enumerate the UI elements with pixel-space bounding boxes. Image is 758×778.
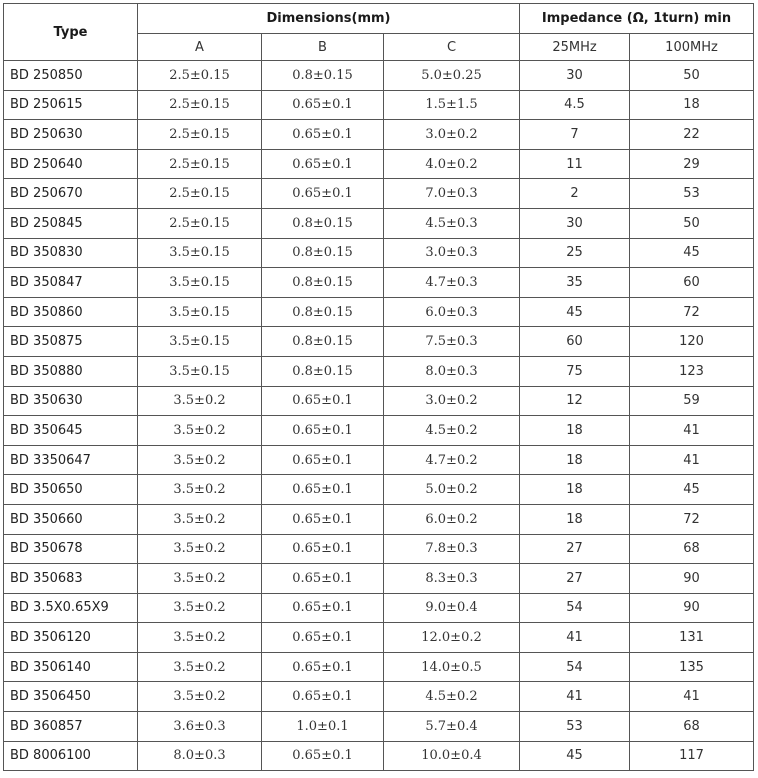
cell-impedance-25mhz: 27: [520, 534, 630, 564]
cell-dim-c: 5.0±0.2: [384, 475, 520, 505]
cell-dim-a: 2.5±0.15: [138, 179, 262, 209]
cell-type: BD 3350647: [4, 445, 138, 475]
cell-impedance-100mhz: 117: [630, 741, 754, 771]
table-row: [4, 475, 754, 505]
cell-impedance-100mhz: 135: [630, 652, 754, 682]
cell-dim-b: 0.65±0.1: [262, 90, 384, 120]
table-body: [4, 61, 754, 771]
cell-type: BD 3506450: [4, 682, 138, 712]
cell-impedance-25mhz: 54: [520, 593, 630, 623]
cell-dim-b: 0.65±0.1: [262, 149, 384, 179]
cell-type: BD 350660: [4, 504, 138, 534]
table-row: [4, 712, 754, 742]
cell-dim-a: 3.5±0.15: [138, 327, 262, 357]
cell-dim-a: 3.5±0.2: [138, 445, 262, 475]
table-row: [4, 149, 754, 179]
table-row: [4, 652, 754, 682]
cell-dim-a: 2.5±0.15: [138, 61, 262, 91]
cell-type: BD 250640: [4, 149, 138, 179]
table-row: [4, 682, 754, 712]
cell-dim-b: 0.65±0.1: [262, 534, 384, 564]
cell-impedance-100mhz: 90: [630, 593, 754, 623]
cell-impedance-100mhz: 72: [630, 297, 754, 327]
cell-impedance-100mhz: 45: [630, 238, 754, 268]
cell-dim-c: 7.8±0.3: [384, 534, 520, 564]
cell-impedance-25mhz: 7: [520, 120, 630, 150]
cell-dim-a: 3.5±0.2: [138, 534, 262, 564]
cell-dim-c: 4.7±0.2: [384, 445, 520, 475]
cell-impedance-100mhz: 60: [630, 268, 754, 298]
cell-dim-c: 7.0±0.3: [384, 179, 520, 209]
cell-impedance-25mhz: 25: [520, 238, 630, 268]
cell-impedance-25mhz: 45: [520, 297, 630, 327]
cell-dim-a: 3.6±0.3: [138, 712, 262, 742]
cell-dim-c: 4.0±0.2: [384, 149, 520, 179]
cell-dim-a: 3.5±0.2: [138, 623, 262, 653]
cell-impedance-25mhz: 53: [520, 712, 630, 742]
cell-impedance-25mhz: 27: [520, 564, 630, 594]
cell-dim-c: 4.5±0.3: [384, 208, 520, 238]
cell-dim-a: 3.5±0.2: [138, 593, 262, 623]
cell-dim-b: 0.65±0.1: [262, 741, 384, 771]
cell-impedance-25mhz: 41: [520, 623, 630, 653]
cell-dim-c: 14.0±0.5: [384, 652, 520, 682]
table-row: [4, 741, 754, 771]
header-dimensions: Dimensions(mm): [138, 4, 520, 34]
table-row: [4, 238, 754, 268]
table-row: [4, 386, 754, 416]
cell-type: BD 350880: [4, 356, 138, 386]
cell-type: BD 250670: [4, 179, 138, 209]
cell-impedance-25mhz: 4.5: [520, 90, 630, 120]
cell-type: BD 8006100: [4, 741, 138, 771]
cell-type: BD 350683: [4, 564, 138, 594]
cell-dim-a: 3.5±0.15: [138, 238, 262, 268]
cell-impedance-100mhz: 41: [630, 445, 754, 475]
table-row: [4, 504, 754, 534]
cell-impedance-100mhz: 41: [630, 682, 754, 712]
cell-dim-c: 8.0±0.3: [384, 356, 520, 386]
cell-dim-c: 6.0±0.3: [384, 297, 520, 327]
cell-dim-b: 0.65±0.1: [262, 475, 384, 505]
cell-dim-b: 0.65±0.1: [262, 179, 384, 209]
cell-dim-b: 0.65±0.1: [262, 564, 384, 594]
cell-dim-c: 3.0±0.2: [384, 120, 520, 150]
cell-impedance-100mhz: 29: [630, 149, 754, 179]
cell-type: BD 360857: [4, 712, 138, 742]
cell-dim-a: 2.5±0.15: [138, 208, 262, 238]
header-col-b: B: [262, 34, 384, 61]
cell-dim-b: 0.8±0.15: [262, 208, 384, 238]
cell-type: BD 350650: [4, 475, 138, 505]
table-row: [4, 356, 754, 386]
cell-impedance-25mhz: 45: [520, 741, 630, 771]
table-row: [4, 297, 754, 327]
cell-dim-b: 0.65±0.1: [262, 120, 384, 150]
cell-dim-c: 3.0±0.2: [384, 386, 520, 416]
cell-dim-c: 6.0±0.2: [384, 504, 520, 534]
table-row: [4, 61, 754, 91]
cell-dim-a: 3.5±0.15: [138, 268, 262, 298]
cell-dim-a: 3.5±0.2: [138, 416, 262, 446]
cell-dim-c: 5.0±0.25: [384, 61, 520, 91]
cell-dim-b: 0.65±0.1: [262, 416, 384, 446]
cell-type: BD 350875: [4, 327, 138, 357]
header-col-a: A: [138, 34, 262, 61]
table-row: [4, 120, 754, 150]
cell-impedance-25mhz: 30: [520, 208, 630, 238]
cell-type: BD 3506120: [4, 623, 138, 653]
cell-dim-b: 0.8±0.15: [262, 238, 384, 268]
table-row: [4, 623, 754, 653]
cell-type: BD 350860: [4, 297, 138, 327]
cell-impedance-100mhz: 59: [630, 386, 754, 416]
cell-impedance-100mhz: 72: [630, 504, 754, 534]
cell-impedance-100mhz: 123: [630, 356, 754, 386]
cell-dim-b: 0.65±0.1: [262, 623, 384, 653]
cell-impedance-100mhz: 45: [630, 475, 754, 505]
cell-dim-a: 2.5±0.15: [138, 120, 262, 150]
cell-impedance-25mhz: 35: [520, 268, 630, 298]
cell-impedance-25mhz: 54: [520, 652, 630, 682]
table-row: [4, 90, 754, 120]
cell-dim-c: 4.5±0.2: [384, 682, 520, 712]
header-row-1: [4, 4, 754, 34]
cell-type: BD 250845: [4, 208, 138, 238]
cell-impedance-100mhz: 90: [630, 564, 754, 594]
cell-dim-b: 0.65±0.1: [262, 386, 384, 416]
cell-impedance-25mhz: 18: [520, 504, 630, 534]
cell-impedance-100mhz: 41: [630, 416, 754, 446]
cell-dim-b: 0.8±0.15: [262, 268, 384, 298]
cell-dim-c: 7.5±0.3: [384, 327, 520, 357]
cell-dim-b: 0.8±0.15: [262, 61, 384, 91]
cell-impedance-25mhz: 30: [520, 61, 630, 91]
cell-type: BD 250850: [4, 61, 138, 91]
cell-dim-c: 8.3±0.3: [384, 564, 520, 594]
cell-dim-a: 2.5±0.15: [138, 149, 262, 179]
cell-impedance-25mhz: 60: [520, 327, 630, 357]
cell-type: BD 3.5X0.65X9: [4, 593, 138, 623]
cell-impedance-100mhz: 68: [630, 534, 754, 564]
cell-impedance-25mhz: 18: [520, 416, 630, 446]
cell-impedance-25mhz: 18: [520, 475, 630, 505]
cell-impedance-100mhz: 120: [630, 327, 754, 357]
cell-dim-a: 3.5±0.2: [138, 504, 262, 534]
cell-dim-b: 0.65±0.1: [262, 593, 384, 623]
cell-dim-c: 4.7±0.3: [384, 268, 520, 298]
cell-dim-a: 3.5±0.2: [138, 652, 262, 682]
table-row: [4, 179, 754, 209]
table-row: [4, 416, 754, 446]
cell-dim-b: 0.65±0.1: [262, 504, 384, 534]
cell-type: BD 3506140: [4, 652, 138, 682]
cell-dim-b: 0.8±0.15: [262, 297, 384, 327]
cell-impedance-100mhz: 131: [630, 623, 754, 653]
cell-impedance-25mhz: 18: [520, 445, 630, 475]
table-row: [4, 593, 754, 623]
cell-impedance-25mhz: 75: [520, 356, 630, 386]
cell-dim-c: 1.5±1.5: [384, 90, 520, 120]
spec-table-container: [3, 3, 754, 771]
impedance-spec-table: [3, 3, 754, 771]
table-row: [4, 445, 754, 475]
header-col-100mhz: 100MHz: [630, 34, 754, 61]
cell-impedance-100mhz: 53: [630, 179, 754, 209]
cell-impedance-100mhz: 22: [630, 120, 754, 150]
cell-dim-a: 3.5±0.15: [138, 297, 262, 327]
cell-type: BD 350678: [4, 534, 138, 564]
cell-dim-a: 3.5±0.15: [138, 356, 262, 386]
cell-dim-a: 2.5±0.15: [138, 90, 262, 120]
cell-dim-b: 0.8±0.15: [262, 356, 384, 386]
header-type: Type: [4, 4, 138, 61]
header-col-25mhz: 25MHz: [520, 34, 630, 61]
cell-type: BD 350830: [4, 238, 138, 268]
cell-dim-a: 3.5±0.2: [138, 682, 262, 712]
cell-dim-a: 3.5±0.2: [138, 475, 262, 505]
cell-dim-a: 3.5±0.2: [138, 386, 262, 416]
cell-dim-c: 4.5±0.2: [384, 416, 520, 446]
table-row: [4, 534, 754, 564]
table-row: [4, 208, 754, 238]
cell-type: BD 350630: [4, 386, 138, 416]
cell-impedance-25mhz: 11: [520, 149, 630, 179]
cell-dim-a: 3.5±0.2: [138, 564, 262, 594]
cell-impedance-100mhz: 68: [630, 712, 754, 742]
cell-dim-c: 10.0±0.4: [384, 741, 520, 771]
table-row: [4, 268, 754, 298]
cell-dim-b: 0.65±0.1: [262, 652, 384, 682]
cell-dim-c: 5.7±0.4: [384, 712, 520, 742]
cell-impedance-100mhz: 50: [630, 208, 754, 238]
cell-dim-b: 0.8±0.15: [262, 327, 384, 357]
cell-dim-b: 0.65±0.1: [262, 445, 384, 475]
cell-dim-b: 0.65±0.1: [262, 682, 384, 712]
cell-type: BD 350645: [4, 416, 138, 446]
cell-impedance-25mhz: 41: [520, 682, 630, 712]
cell-impedance-25mhz: 12: [520, 386, 630, 416]
cell-dim-c: 9.0±0.4: [384, 593, 520, 623]
cell-dim-a: 8.0±0.3: [138, 741, 262, 771]
cell-dim-c: 3.0±0.3: [384, 238, 520, 268]
cell-impedance-100mhz: 50: [630, 61, 754, 91]
header-col-c: C: [384, 34, 520, 61]
cell-dim-c: 12.0±0.2: [384, 623, 520, 653]
cell-dim-b: 1.0±0.1: [262, 712, 384, 742]
cell-type: BD 350847: [4, 268, 138, 298]
cell-type: BD 250630: [4, 120, 138, 150]
cell-impedance-100mhz: 18: [630, 90, 754, 120]
table-row: [4, 327, 754, 357]
cell-type: BD 250615: [4, 90, 138, 120]
table-row: [4, 564, 754, 594]
header-impedance: Impedance (Ω, 1turn) min: [520, 4, 754, 34]
cell-impedance-25mhz: 2: [520, 179, 630, 209]
